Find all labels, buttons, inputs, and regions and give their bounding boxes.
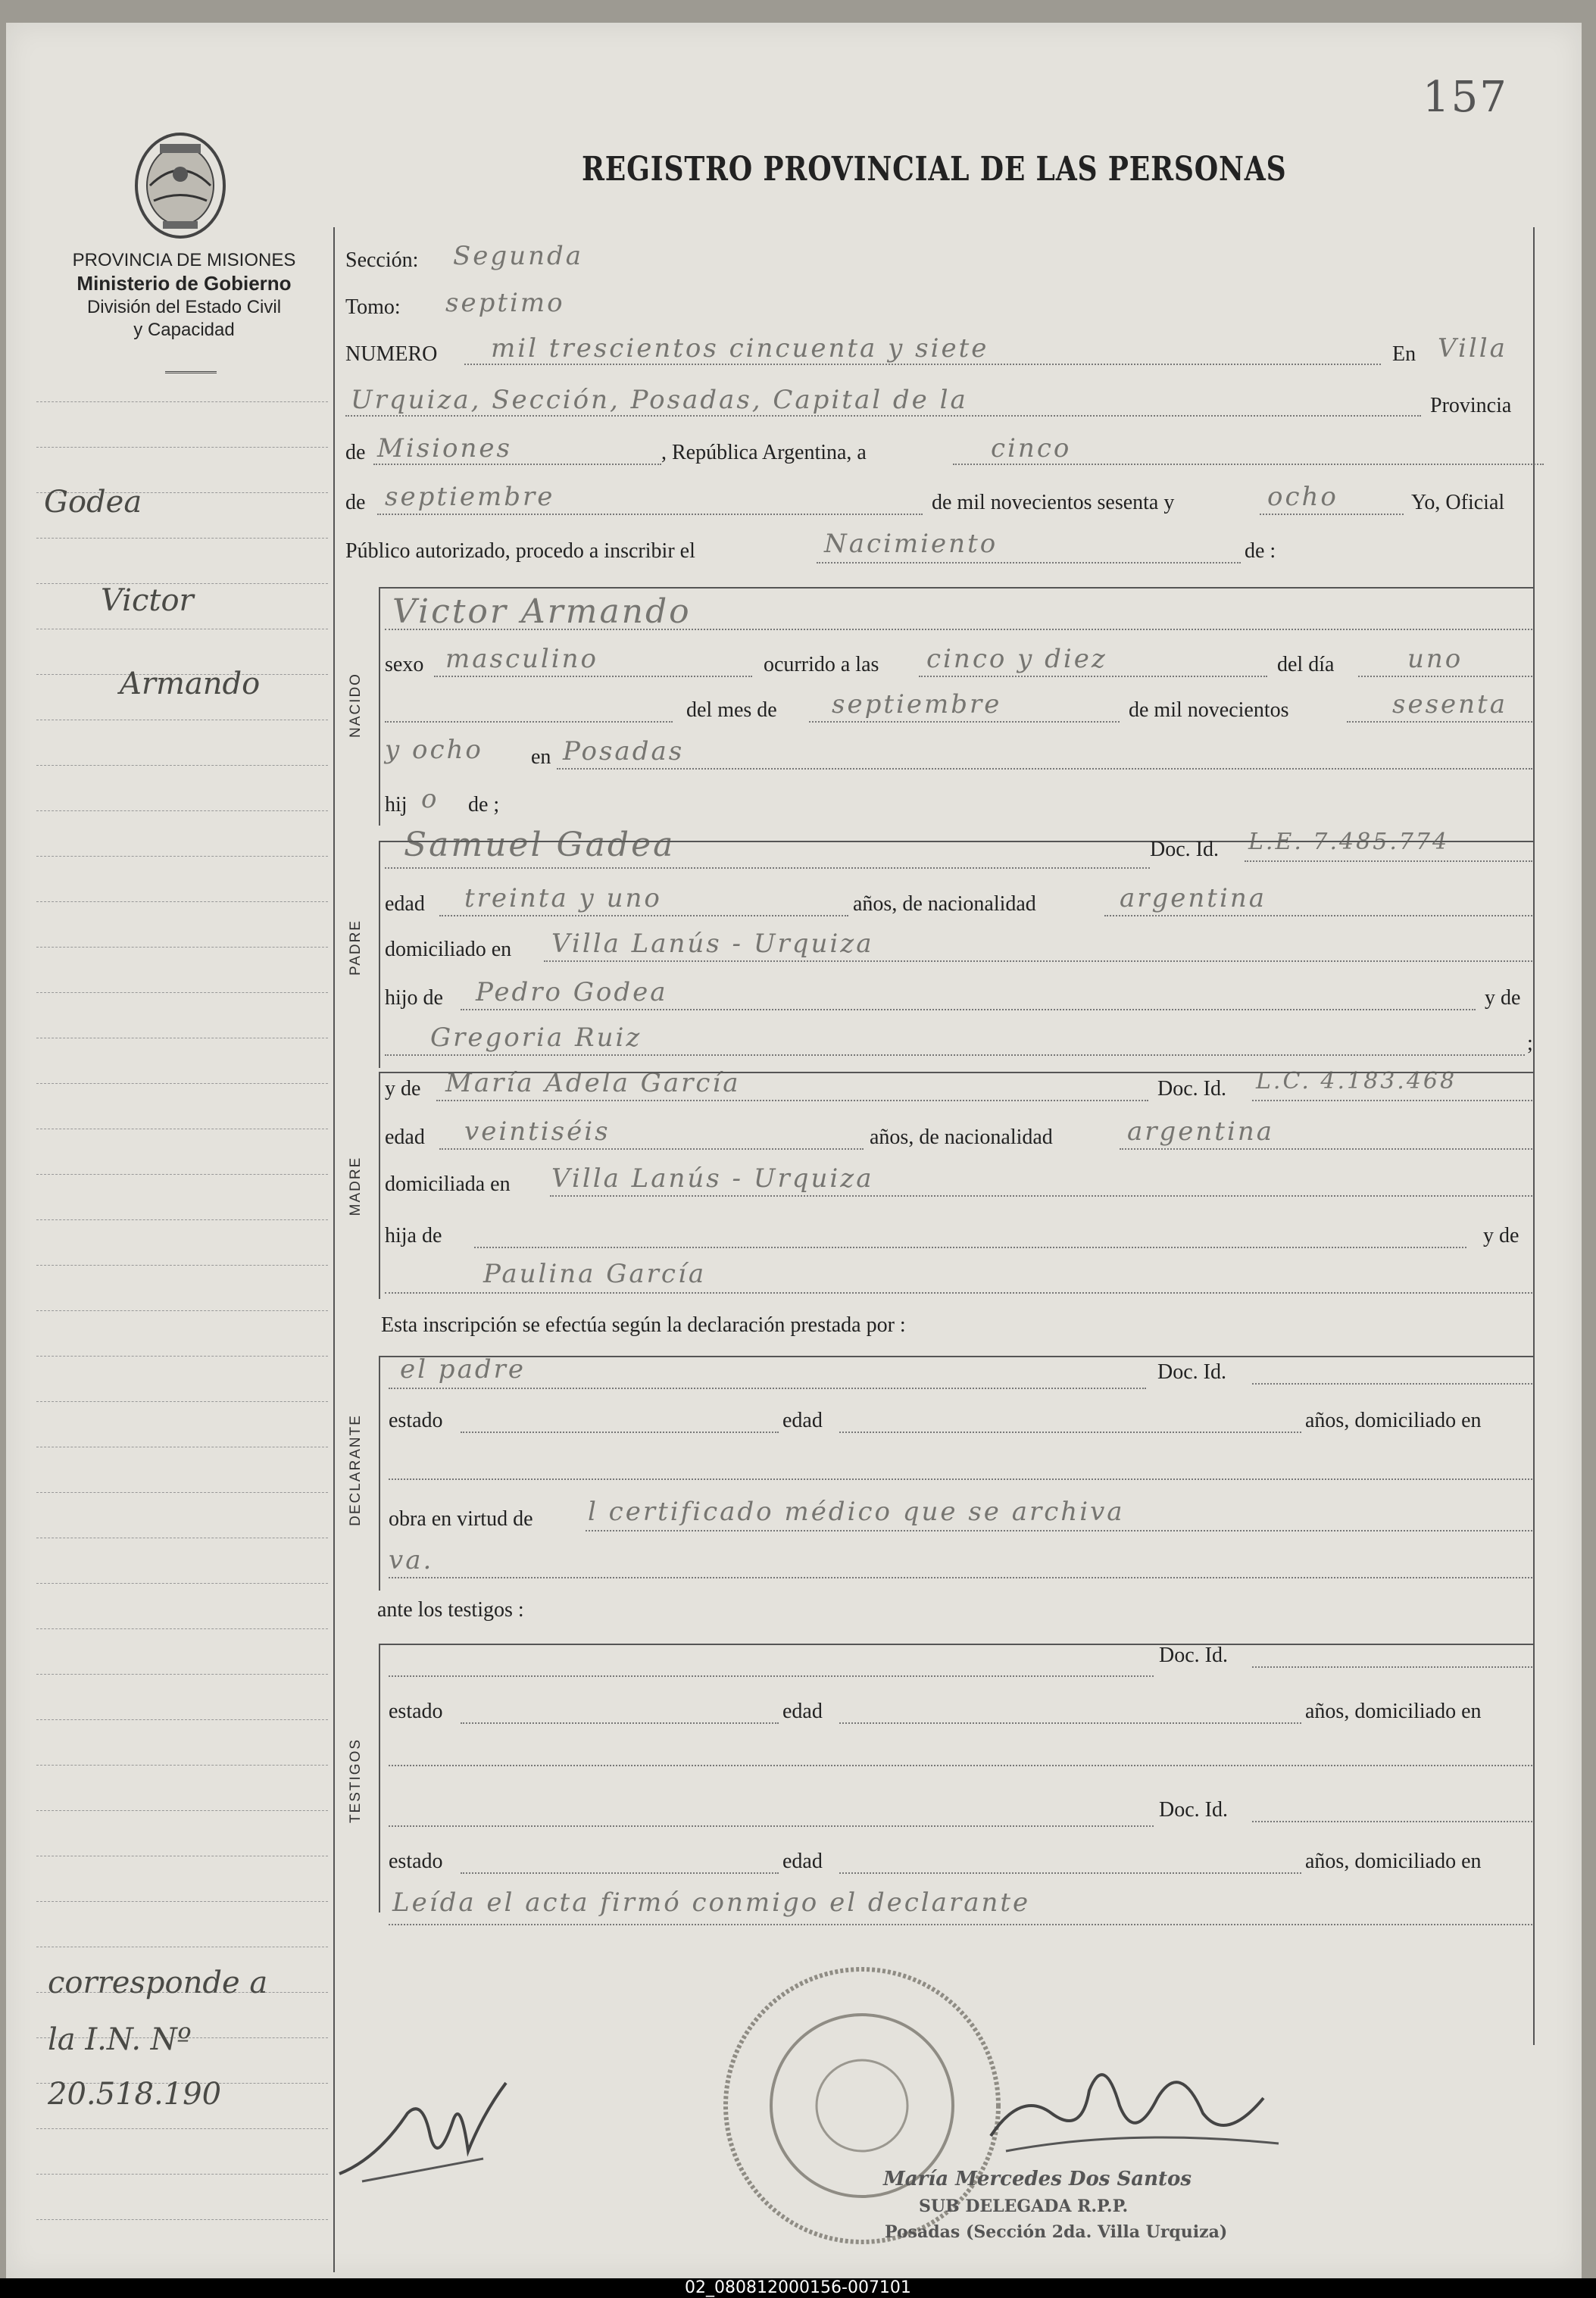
page-number: 157 (1423, 73, 1508, 122)
mes-dots (377, 514, 923, 515)
padre-name-dots (385, 867, 1150, 869)
testigo1-doc-dots (1252, 1666, 1532, 1668)
declarante-name: el padre (400, 1354, 526, 1385)
document-page (6, 23, 1582, 2278)
inscribir-value: Nacimiento (824, 529, 998, 559)
nac-anio2-value: y ocho (385, 735, 483, 765)
nacido-bracket (379, 587, 380, 826)
margin-rule (36, 1401, 328, 1402)
padre-dom-dots (544, 960, 1532, 962)
sexo-label: sexo (385, 653, 424, 676)
testigo1-edad-label: edad (782, 1700, 823, 1723)
leida-dots (389, 1924, 1532, 1925)
madre-name-dots (436, 1100, 1148, 1101)
madre-madre-value: Paulina García (483, 1259, 707, 1289)
margin-rule (36, 1628, 328, 1629)
testigos-side-label: TESTIGOS (348, 1738, 364, 1824)
nacido-side-label: NACIDO (348, 673, 364, 738)
org-capacity: y Capacidad (133, 320, 235, 340)
madre-name: María Adela García (445, 1068, 741, 1098)
margin-note-name1: Victor (101, 583, 194, 618)
seccion-label: Sección: (345, 248, 419, 272)
testigo2-estado-dots (461, 1872, 779, 1874)
margin-rule (36, 1265, 328, 1266)
margin-rule (36, 1719, 328, 1720)
margin-rule (36, 2219, 328, 2220)
margin-note-number: 20.518.190 (48, 2077, 222, 2112)
madre-dom-dots (550, 1195, 1532, 1197)
page-title: REGISTRO PROVINCIAL DE LAS PERSONAS (582, 150, 1287, 189)
madre-hija-label: hija de (385, 1224, 442, 1247)
ocurrido-label: ocurrido a las (764, 653, 879, 676)
en-label: En (1392, 342, 1416, 366)
line2-value: Urquiza, Sección, Posadas, Capital de la (351, 385, 968, 415)
padre-dom-label: domiciliado en (385, 938, 512, 961)
testigo1-anios-label: años, domiciliado en (1305, 1700, 1482, 1723)
de-value: Misiones (377, 433, 512, 464)
province-seal-icon (131, 129, 230, 242)
testigo2-edad-label: edad (782, 1850, 823, 1873)
madre-hija-dots (474, 1247, 1466, 1248)
de-label: de (345, 441, 366, 464)
margin-rule (36, 2174, 328, 2175)
declarante-side-label: DECLARANTE (348, 1414, 364, 1526)
margin-rule (36, 856, 328, 857)
testigo1-doc-label: Doc. Id. (1159, 1644, 1228, 1667)
de-dots (373, 464, 661, 465)
org-divider (165, 371, 217, 373)
margin-rule (36, 2128, 328, 2129)
padre-madre-value: Gregoria Ruiz (430, 1023, 642, 1053)
margin-note-surname: Godea (44, 485, 142, 520)
hora-value: cinco y diez (926, 644, 1107, 674)
anio-dots (1260, 514, 1404, 515)
nac-anio-dots (1347, 721, 1532, 723)
obra-dots (586, 1530, 1532, 1531)
declaracion-text: Esta inscripción se efectúa según la declaración prestada por : (381, 1313, 906, 1337)
padre-y-de-label: y de (1485, 986, 1521, 1010)
del-dia-label: del día (1277, 653, 1335, 676)
declarante-doc-dots (1252, 1383, 1532, 1385)
madre-edad-label: edad (385, 1126, 425, 1149)
padre-edad-label: edad (385, 892, 425, 916)
obra-value: l certificado médico que se archiva (588, 1497, 1125, 1527)
madre-nac-value: argentina (1127, 1116, 1275, 1147)
declarante-estado-dots (461, 1432, 779, 1433)
padre-name: Samuel Gadea (404, 826, 676, 864)
margin-rule (36, 1492, 328, 1493)
margin-note-name2: Armando (120, 667, 261, 701)
madre-anios-label: años, de nacionalidad (870, 1126, 1053, 1149)
org-province: PROVINCIA DE MISIONES (72, 250, 296, 270)
org-ministry: Ministerio de Gobierno (77, 272, 292, 295)
dia-dots (1358, 676, 1532, 677)
madre-dom-label: domiciliada en (385, 1172, 511, 1196)
official-title: SUB DELEGADA R.P.P. (919, 2197, 1129, 2216)
mes-lead-dots (385, 721, 673, 723)
padre-nac-value: argentina (1120, 883, 1267, 913)
footer-bar (0, 2278, 1596, 2298)
official-signature-icon (976, 2045, 1294, 2174)
declarante-dom-dots (389, 1478, 1532, 1480)
testigos-bracket (379, 1644, 380, 1912)
testigo1-estado-label: estado (389, 1700, 443, 1723)
nac-anio-value: sesenta (1392, 689, 1507, 720)
declarante-top-rule (379, 1356, 1533, 1357)
publico-label: Público autorizado, procedo a inscribir el (345, 539, 695, 563)
madre-y-de-label: y de (385, 1077, 421, 1101)
padre-edad-dots (439, 915, 848, 916)
testigo2-doc-dots (1252, 1821, 1532, 1822)
line2-dots (345, 415, 1421, 417)
madre-madre-dots (385, 1292, 1532, 1294)
testigos-top-rule (379, 1644, 1533, 1645)
testigo2-doc-label: Doc. Id. (1159, 1798, 1228, 1822)
margin-rule (36, 1674, 328, 1675)
anio-value: ocho (1267, 482, 1338, 512)
padre-hijo-label: hijo de (385, 986, 443, 1010)
madre-bracket (379, 1072, 380, 1299)
tomo-value: septimo (445, 288, 565, 318)
padre-semicolon: ; (1527, 1032, 1533, 1055)
oficial-label: Yo, Oficial (1411, 491, 1505, 514)
lugar-dots (557, 768, 1532, 770)
padre-doc-dots (1245, 860, 1532, 862)
margin-rule (36, 765, 328, 766)
margin-rule (36, 1310, 328, 1311)
testigos-intro: ante los testigos : (377, 1598, 524, 1622)
nac-en-label: en (531, 745, 551, 769)
declarante-name-dots (389, 1388, 1146, 1389)
right-border (1533, 227, 1535, 2045)
padre-dom-value: Villa Lanús - Urquiza (551, 929, 874, 959)
numero-dots (464, 364, 1381, 365)
nac-novecientos-label: de mil novecientos (1129, 698, 1289, 722)
novecientos-label: de mil novecientos sesenta y (932, 491, 1175, 514)
padre-side-label: PADRE (348, 919, 364, 976)
official-name: María Mercedes Dos Santos (883, 2168, 1192, 2190)
sexo-value: masculino (445, 644, 599, 674)
testigo2-anios-label: años, domiciliado en (1305, 1850, 1482, 1873)
madre-doc-label: Doc. Id. (1157, 1077, 1226, 1101)
inscribir-dots (817, 562, 1241, 564)
nacido-top-rule (379, 587, 1533, 589)
margin-rule (36, 1356, 328, 1357)
madre-edad-value: veintiséis (464, 1116, 611, 1147)
margin-rule (36, 1765, 328, 1766)
seccion-value: Segunda (453, 241, 584, 271)
a-dots (953, 464, 1544, 465)
tomo-label: Tomo: (345, 295, 401, 319)
margin-rule (36, 947, 328, 948)
testigo1-name-dots (389, 1675, 1154, 1677)
numero-value: mil trescientos cincuenta y siete (491, 333, 989, 364)
nac-mes-dots (809, 721, 1120, 723)
margin-divider (333, 227, 335, 2272)
padre-doc-label: Doc. Id. (1150, 838, 1219, 861)
margin-rule (36, 1083, 328, 1084)
padre-hijo-dots (461, 1009, 1476, 1010)
margin-rule (36, 1174, 328, 1175)
madre-y-de2-label: y de (1483, 1224, 1519, 1247)
numero-label: NUMERO (345, 342, 438, 366)
margin-note-in: la I.N. Nº (48, 2022, 192, 2057)
declarante-bracket (379, 1356, 380, 1591)
margin-rule (36, 401, 328, 402)
madre-side-label: MADRE (348, 1156, 364, 1216)
obra-value2: va. (389, 1545, 434, 1575)
nac-mes-value: septiembre (832, 689, 1002, 720)
padre-doc-value: L.E. 7.485.774 (1248, 829, 1450, 855)
margin-rule (36, 538, 328, 539)
padre-bracket (379, 841, 380, 1068)
padre-edad-value: treinta y uno (464, 883, 662, 913)
sexo-dots (434, 676, 752, 677)
document-id: 02_080812000156-007101 (685, 2278, 911, 2297)
margin-rule (36, 1901, 328, 1902)
provincia-label: Provincia (1430, 394, 1512, 417)
en-value: Villa (1438, 333, 1507, 364)
madre-doc-value: L.C. 4.183.468 (1256, 1068, 1457, 1094)
madre-dom-value: Villa Lanús - Urquiza (551, 1163, 874, 1194)
obra-label: obra en virtud de (389, 1507, 533, 1531)
testigo2-edad-dots (839, 1872, 1301, 1874)
de-colon-label: de : (1245, 539, 1276, 563)
madre-nac-dots (1120, 1148, 1532, 1150)
testigo1-edad-dots (839, 1722, 1301, 1724)
republica-label: , República Argentina, a (661, 441, 867, 464)
margin-rule (36, 901, 328, 902)
margin-rule (36, 1219, 328, 1220)
testigo2-estado-label: estado (389, 1850, 443, 1873)
dia-value: uno (1407, 644, 1463, 674)
mes-value: septiembre (385, 482, 555, 512)
nacido-name: Victor Armando (392, 592, 692, 631)
declarante-doc-label: Doc. Id. (1157, 1360, 1226, 1384)
del-mes-label: del mes de (686, 698, 777, 722)
testigo2-name-dots (389, 1825, 1154, 1827)
hij-label: hij (385, 793, 408, 816)
a-value: cinco (991, 433, 1072, 464)
hora-dots (919, 676, 1267, 677)
padre-hijo-value: Pedro Godea (476, 977, 668, 1007)
leida-value: Leída el acta firmó conmigo el declarante (392, 1887, 1031, 1918)
margin-rule (36, 992, 328, 993)
hij-de-label: de ; (468, 793, 500, 816)
madre-edad-dots (439, 1148, 864, 1150)
declarante-anios-label: años, domiciliado en (1305, 1409, 1482, 1432)
lugar-value: Posadas (563, 736, 685, 767)
margin-rule (36, 810, 328, 811)
declarante-estado-label: estado (389, 1409, 443, 1432)
hij-value: o (421, 784, 439, 814)
margin-signature-icon (317, 2068, 529, 2189)
madre-doc-dots (1252, 1100, 1532, 1101)
margin-rule (36, 1583, 328, 1584)
margin-rule (36, 447, 328, 448)
declarante-edad-label: edad (782, 1409, 823, 1432)
padre-madre-dots (385, 1054, 1525, 1056)
margin-rule (36, 1810, 328, 1811)
margin-note-corresponde: corresponde a (48, 1965, 268, 2000)
padre-anios-label: años, de nacionalidad (853, 892, 1036, 916)
obra2-dots (389, 1577, 1532, 1578)
de2-label: de (345, 491, 366, 514)
org-division: División del Estado Civil (86, 297, 282, 317)
testigo1-estado-dots (461, 1722, 779, 1724)
testigo1-dom-dots (389, 1765, 1532, 1766)
declarante-edad-dots (839, 1432, 1301, 1433)
official-office: Posadas (Sección 2da. Villa Urquiza) (885, 2222, 1228, 2242)
padre-nac-dots (1104, 915, 1532, 916)
